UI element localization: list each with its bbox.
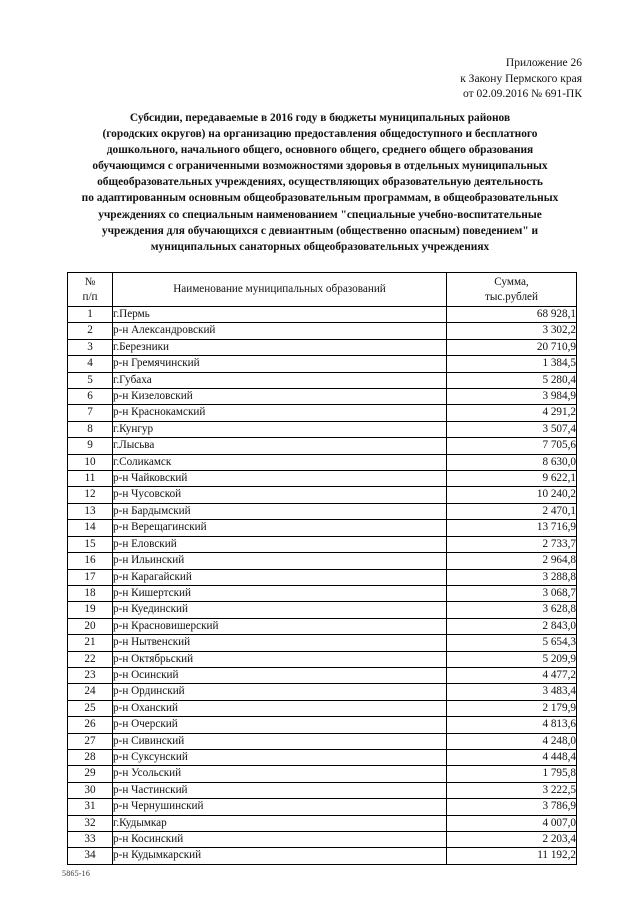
cell-sum: 3 288,8	[447, 569, 577, 585]
document-title-line-2: (городских округов) на организацию предоставления общедоступного и бесплатного	[102, 128, 538, 141]
cell-sum: 3 483,4	[447, 684, 577, 700]
cell-num: 3	[68, 339, 113, 355]
appendix-reference-block	[0, 56, 582, 103]
cell-name: р-н Сивинский	[113, 733, 447, 749]
cell-sum: 20 710,9	[447, 339, 577, 355]
column-header-name	[113, 273, 447, 307]
appendix-reference-line-1: Приложение 26	[505, 57, 582, 69]
cell-sum: 3 786,9	[447, 799, 577, 815]
table-row	[68, 487, 577, 503]
document-title-line-6: по адаптированным основным общеобразовательным программам, в общеобразовательных	[81, 192, 559, 205]
cell-name: р-н Краснокамский	[113, 405, 447, 421]
cell-num: 19	[68, 602, 113, 618]
table-row	[68, 749, 577, 765]
cell-num: 4	[68, 356, 113, 372]
table-row	[68, 553, 577, 569]
cell-num: 17	[68, 569, 113, 585]
cell-num: 8	[68, 421, 113, 437]
table-row	[68, 667, 577, 683]
cell-name: р-н Красновишерский	[113, 618, 447, 634]
cell-num: 30	[68, 782, 113, 798]
table-row	[68, 389, 577, 405]
cell-num: 7	[68, 405, 113, 421]
cell-name: р-н Карагайский	[113, 569, 447, 585]
column-header-text: №	[84, 275, 96, 288]
subsidy-table-container	[67, 272, 576, 865]
document-stamp: 5865-16	[62, 869, 91, 878]
cell-name: р-н Еловский	[113, 536, 447, 552]
cell-num: 26	[68, 717, 113, 733]
table-row	[68, 717, 577, 733]
cell-name: р-н Усольский	[113, 766, 447, 782]
table-row	[68, 520, 577, 536]
table-row	[68, 536, 577, 552]
table-row	[68, 454, 577, 470]
cell-num: 11	[68, 471, 113, 487]
cell-num: 24	[68, 684, 113, 700]
table-header	[68, 273, 577, 307]
cell-name: г.Губаха	[113, 372, 447, 388]
cell-name: г.Кудымкар	[113, 815, 447, 831]
table-row	[68, 815, 577, 831]
cell-num: 5	[68, 372, 113, 388]
document-title-line-9: муниципальных санаторных общеобразовательных учреждениях	[150, 240, 490, 253]
cell-sum: 3 628,8	[447, 602, 577, 618]
cell-name: р-н Чусовской	[113, 487, 447, 503]
cell-sum: 2 179,9	[447, 700, 577, 716]
subsidy-table	[67, 272, 577, 865]
cell-name: г.Пермь	[113, 307, 447, 323]
cell-sum: 8 630,0	[447, 454, 577, 470]
cell-sum: 13 716,9	[447, 520, 577, 536]
cell-name: р-н Частинский	[113, 782, 447, 798]
cell-sum: 2 843,0	[447, 618, 577, 634]
cell-num: 32	[68, 815, 113, 831]
cell-sum: 4 477,2	[447, 667, 577, 683]
cell-sum: 3 302,2	[447, 323, 577, 339]
cell-sum: 3 222,5	[447, 782, 577, 798]
cell-name: р-н Ильинский	[113, 553, 447, 569]
table-row	[68, 766, 577, 782]
table-row	[68, 848, 577, 864]
table-body	[68, 307, 577, 865]
cell-sum: 4 448,4	[447, 749, 577, 765]
cell-name: р-н Чайковский	[113, 471, 447, 487]
cell-sum: 1 384,5	[447, 356, 577, 372]
cell-num: 20	[68, 618, 113, 634]
column-header-text: Сумма,	[494, 275, 529, 288]
cell-sum: 4 291,2	[447, 405, 577, 421]
cell-num: 25	[68, 700, 113, 716]
cell-sum: 2 470,1	[447, 503, 577, 519]
cell-name: р-н Александровский	[113, 323, 447, 339]
cell-sum: 4 007,0	[447, 815, 577, 831]
cell-sum: 2 733,7	[447, 536, 577, 552]
table-row	[68, 832, 577, 848]
cell-name: р-н Очерский	[113, 717, 447, 733]
cell-name: р-н Верещагинский	[113, 520, 447, 536]
document-title	[52, 110, 588, 255]
cell-sum: 2 203,4	[447, 832, 577, 848]
cell-name: р-н Ординский	[113, 684, 447, 700]
table-row	[68, 782, 577, 798]
cell-sum: 1 795,8	[447, 766, 577, 782]
cell-name: р-н Осинский	[113, 667, 447, 683]
cell-num: 16	[68, 553, 113, 569]
cell-num: 27	[68, 733, 113, 749]
table-row	[68, 438, 577, 454]
cell-num: 28	[68, 749, 113, 765]
cell-sum: 4 813,6	[447, 717, 577, 733]
document-title-line-3: дошкольного, начального общего, основного общего, среднего общего образования	[106, 144, 534, 157]
cell-sum: 5 654,3	[447, 635, 577, 651]
cell-name: р-н Гремячинский	[113, 356, 447, 372]
table-row	[68, 503, 577, 519]
cell-num: 1	[68, 307, 113, 323]
table-row	[68, 307, 577, 323]
cell-name: р-н Нытвенский	[113, 635, 447, 651]
cell-name: р-н Октябрьский	[113, 651, 447, 667]
column-header-text: тыс.рублей	[484, 290, 538, 303]
cell-num: 15	[68, 536, 113, 552]
table-row	[68, 733, 577, 749]
document-title-line-5: общеобразовательных учреждениях, осуществляющих образовательную деятельность	[97, 176, 543, 189]
cell-name: р-н Кишертский	[113, 585, 447, 601]
cell-sum: 5 280,4	[447, 372, 577, 388]
cell-num: 2	[68, 323, 113, 339]
cell-num: 33	[68, 832, 113, 848]
table-row	[68, 372, 577, 388]
appendix-reference-line-2: к Закону Пермского края	[460, 72, 582, 85]
cell-num: 21	[68, 635, 113, 651]
cell-name: р-н Кизеловский	[113, 389, 447, 405]
table-row	[68, 471, 577, 487]
table-row	[68, 339, 577, 355]
cell-num: 6	[68, 389, 113, 405]
cell-num: 23	[68, 667, 113, 683]
cell-num: 22	[68, 651, 113, 667]
document-title-line-7: учреждениях со специальным наименованием "специальные учебно-воспитательные	[98, 208, 542, 221]
cell-num: 14	[68, 520, 113, 536]
table-row	[68, 323, 577, 339]
cell-num: 31	[68, 799, 113, 815]
cell-sum: 7 705,6	[447, 438, 577, 454]
cell-sum: 2 964,8	[447, 553, 577, 569]
table-row	[68, 602, 577, 618]
table-row	[68, 618, 577, 634]
table-row	[68, 356, 577, 372]
cell-num: 18	[68, 585, 113, 601]
cell-name: г.Березники	[113, 339, 447, 355]
cell-sum: 9 622,1	[447, 471, 577, 487]
table-header-row	[68, 273, 577, 307]
cell-num: 10	[68, 454, 113, 470]
table-row	[68, 405, 577, 421]
table-row	[68, 569, 577, 585]
cell-sum: 3 984,9	[447, 389, 577, 405]
cell-name: г.Кунгур	[113, 421, 447, 437]
cell-name: г.Соликамск	[113, 454, 447, 470]
cell-name: г.Лысьва	[113, 438, 447, 454]
table-row	[68, 799, 577, 815]
cell-num: 9	[68, 438, 113, 454]
table-row	[68, 585, 577, 601]
document-title-line-4: обучающимся с ограниченными возможностями здоровья в отдельных муниципальных	[92, 160, 548, 173]
cell-sum: 10 240,2	[447, 487, 577, 503]
cell-name: р-н Куединский	[113, 602, 447, 618]
column-header-num	[68, 273, 113, 307]
cell-sum: 4 248,0	[447, 733, 577, 749]
table-row	[68, 700, 577, 716]
cell-sum: 11 192,2	[447, 848, 577, 864]
table-row	[68, 651, 577, 667]
column-header-sum	[447, 273, 577, 307]
cell-num: 12	[68, 487, 113, 503]
table-row	[68, 635, 577, 651]
cell-name: р-н Суксунский	[113, 749, 447, 765]
cell-name: р-н Косинский	[113, 832, 447, 848]
cell-num: 34	[68, 848, 113, 864]
cell-name: р-н Чернушинский	[113, 799, 447, 815]
cell-num: 29	[68, 766, 113, 782]
cell-name: р-н Кудымкарский	[113, 848, 447, 864]
table-row	[68, 684, 577, 700]
cell-name: р-н Оханский	[113, 700, 447, 716]
cell-name: р-н Бардымский	[113, 503, 447, 519]
cell-num: 13	[68, 503, 113, 519]
document-title-line-8: учреждения для обучающихся с девиантным (общественно опасным) поведением" и	[101, 224, 539, 237]
document-title-line-1: Субсидии, передаваемые в 2016 году в бюджеты муниципальных районов	[129, 112, 511, 124]
cell-sum: 3 068,7	[447, 585, 577, 601]
cell-sum: 68 928,1	[447, 307, 577, 323]
cell-sum: 5 209,9	[447, 651, 577, 667]
column-header-text: п/п	[82, 290, 98, 303]
column-header-text: Наименование муниципальных образований	[173, 283, 386, 295]
cell-sum: 3 507,4	[447, 421, 577, 437]
appendix-reference-line-3: от 02.09.2016 № 691-ПК	[462, 88, 582, 100]
table-row	[68, 421, 577, 437]
